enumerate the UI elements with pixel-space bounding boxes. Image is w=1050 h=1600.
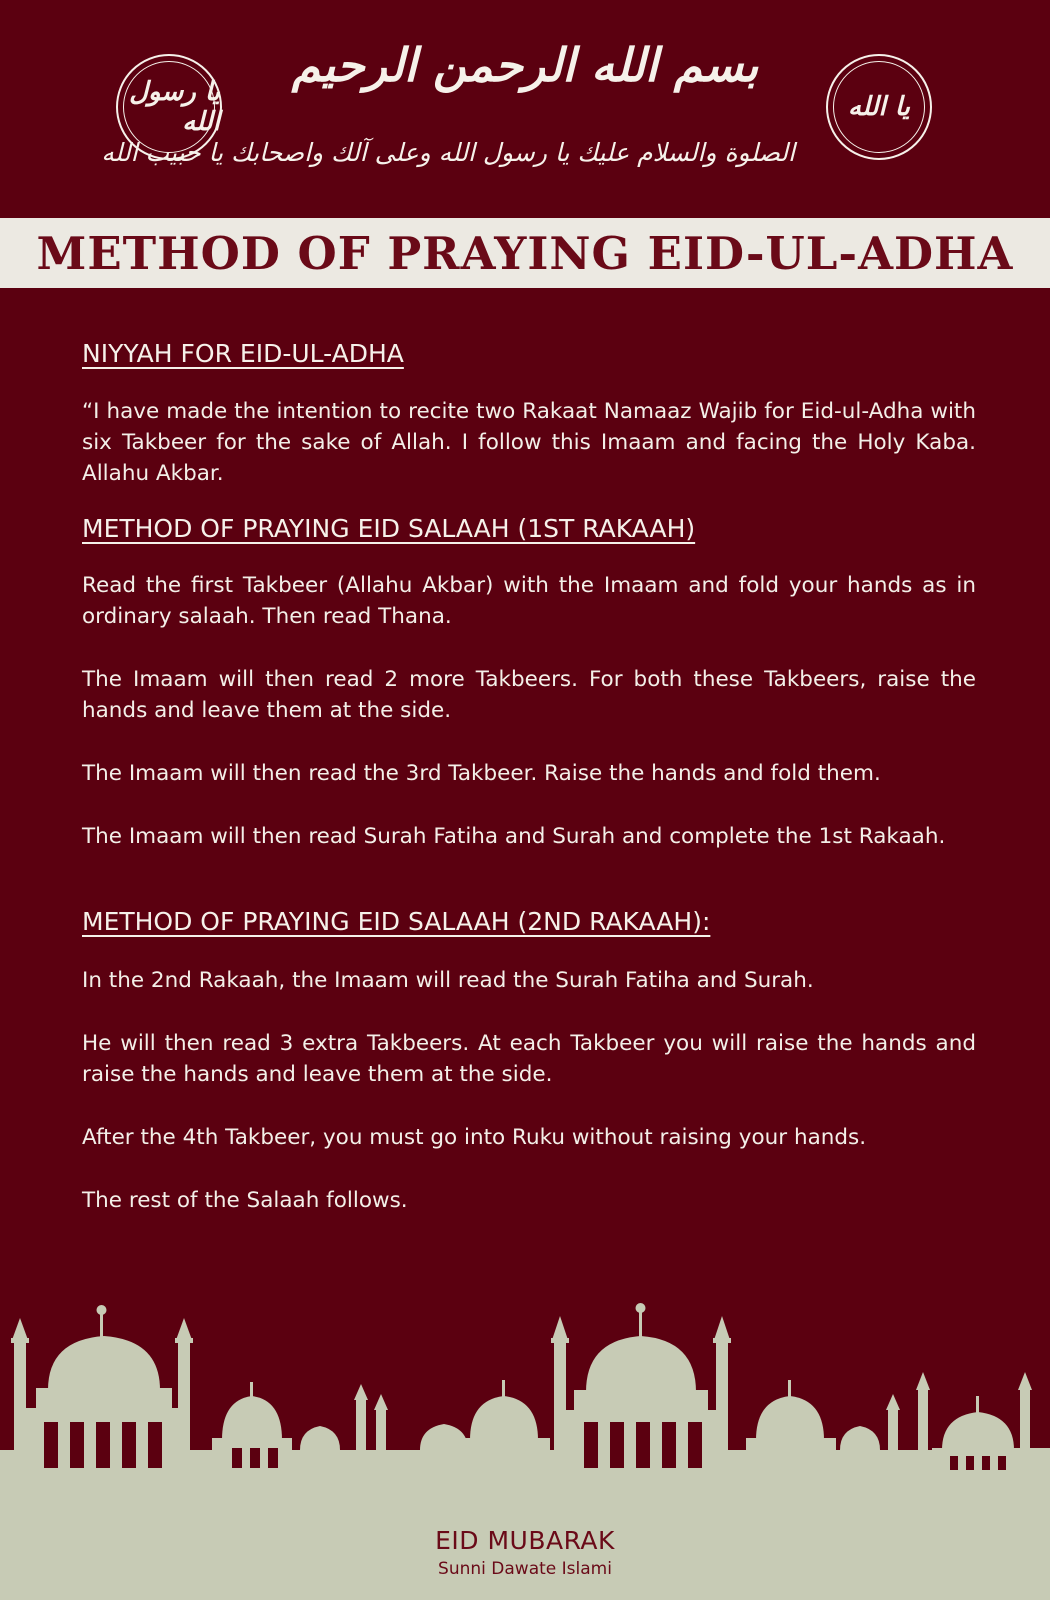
seal-right-emblem xyxy=(826,54,932,160)
rakaah2-paragraph-2: He will then read 3 extra Takbeers. At each Takbeer you will raise the hands and raise the hands and leave them at the side. xyxy=(82,1030,976,1087)
main-content xyxy=(82,338,976,1216)
rakaah2-paragraph-1: In the 2nd Rakaah, the Imaam will read the Surah Fatiha and Surah. xyxy=(82,967,814,993)
rakaah1-paragraph-3: The Imaam will then read the 3rd Takbeer. Raise the hands and fold them. xyxy=(82,761,881,786)
seal-right-text: يا الله xyxy=(848,92,910,122)
page-title: METHOD OF PRAYING EID-UL-ADHA xyxy=(36,226,1014,280)
section-heading-1st-rakaah: METHOD OF PRAYING EID SALAAH (1ST RAKAAH) xyxy=(82,513,696,543)
rakaah1-paragraph-1: Read the first Takbeer (Allahu Akbar) with the Imaam and fold your hands as in ordinary salaah. Then read Thana. xyxy=(82,573,976,629)
salutation-calligraphy: الصلوة والسلام عليك يا رسول الله وعلى آلك واصحابك يا حبيب الله xyxy=(101,138,795,167)
section-heading-2nd-rakaah: METHOD OF PRAYING EID SALAAH (2ND RAKAAH): xyxy=(82,907,711,936)
header-calligraphy xyxy=(0,0,1050,218)
bismillah-calligraphy: بسم الله الرحمن الرحيم xyxy=(291,38,759,92)
mosque-skyline-illustration xyxy=(0,1300,1050,1600)
rakaah1-paragraph-4: The Imaam will then read Surah Fatiha and Surah and complete the 1st Rakaah. xyxy=(82,824,946,849)
seal-left-text: يا رسول الله xyxy=(129,77,220,137)
rakaah1-paragraph-2: The Imaam will then read 2 more Takbeers. For both these Takbeers, raise the hands and leave them at the side. xyxy=(82,667,976,723)
rakaah2-paragraph-3: After the 4th Takbeer, you must go into Ruku without raising your hands. xyxy=(82,1124,867,1150)
section-heading-niyyah: NIYYAH FOR EID-UL-ADHA xyxy=(82,339,404,368)
footer-subtitle: Sunni Dawate Islami xyxy=(438,1559,612,1579)
title-band xyxy=(0,218,1050,288)
rakaah2-paragraph-4: The rest of the Salaah follows. xyxy=(82,1187,408,1213)
footer-title: EID MUBARAK xyxy=(435,1526,615,1555)
niyyah-paragraph: “I have made the intention to recite two Rakaat Namaaz Wajib for Eid-ul-Adha with six Takbeer for the sake of Allah. I follow this Imaam and facing the Holy Kaba. Allahu Akbar. xyxy=(82,398,976,486)
